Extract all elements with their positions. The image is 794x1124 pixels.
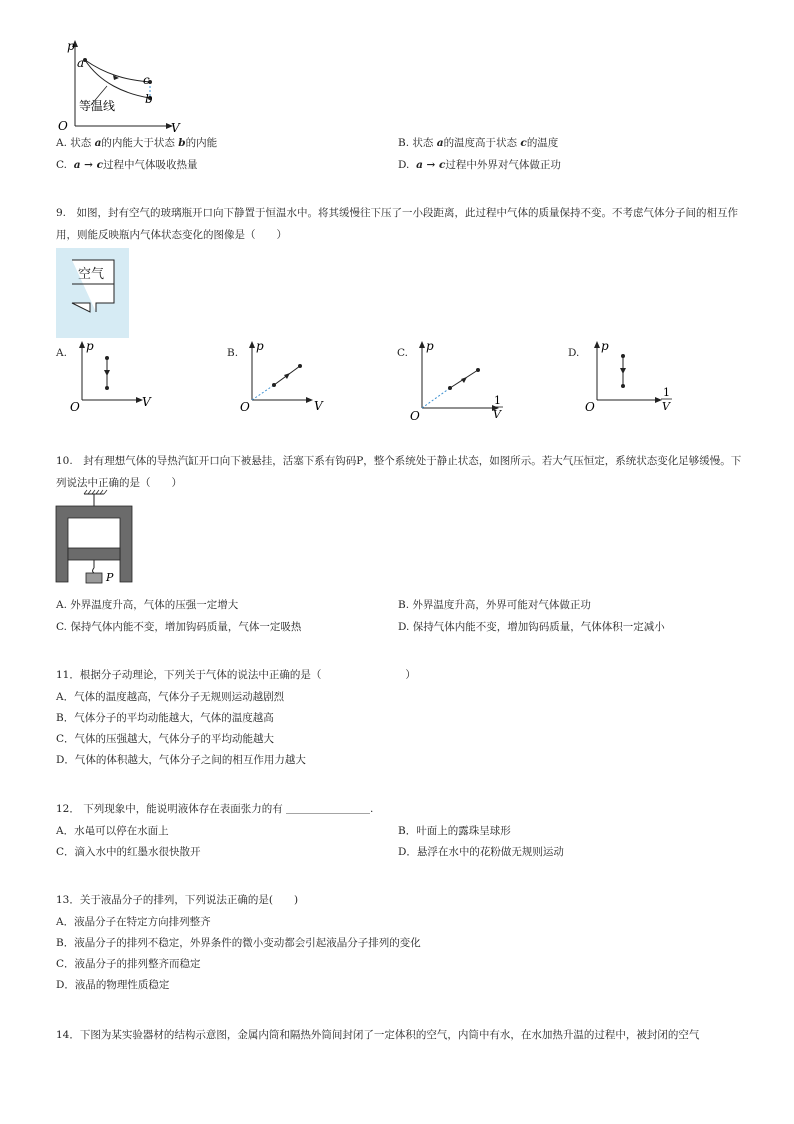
q8-axis-p: p — [67, 39, 75, 53]
q13-stem: 13．关于液晶分子的排列，下列说法正确的是( ) — [56, 894, 299, 906]
q8-isotherm-label: 等温线 — [79, 99, 116, 113]
q8-point-b: b — [145, 92, 153, 106]
q9-option-b-letter: B. — [227, 347, 239, 359]
q9-option-a-letter: A. — [56, 347, 67, 359]
q9-d-axis-num: 1 — [663, 386, 670, 399]
q8-option-a: A. 状态 a的内能大于状态 b的内能 — [56, 137, 218, 149]
q11-option-b: B．气体分子的平均动能越大，气体的温度越高 — [56, 712, 274, 724]
q12-stem: 12． 下列现象中，能说明液体存在表面张力的有 ＿＿＿＿＿＿＿＿. — [56, 803, 374, 815]
q9-graph-c — [410, 338, 510, 423]
q9-graph-d — [585, 338, 685, 418]
q10-weight-label: P — [106, 571, 114, 584]
q8-point-a: a — [77, 56, 85, 70]
q9-a-axis-p: p — [86, 339, 94, 353]
q13-option-b: B．液晶分子的排列不稳定，外界条件的微小变动都会引起液晶分子排列的变化 — [56, 937, 421, 949]
q8-origin: O — [58, 119, 68, 133]
q9-d-origin: O — [585, 400, 595, 414]
q9-b-axis-p: p — [256, 339, 264, 353]
q9-graph-a — [70, 338, 160, 416]
q10-option-a: A. 外界温度升高，气体的压强一定增大 — [56, 599, 239, 611]
q9-c-axis-num: 1 — [494, 394, 501, 407]
q11-option-a: A．气体的温度越高，气体分子无规则运动越剧烈 — [56, 691, 285, 703]
q8-axis-v: V — [171, 121, 180, 135]
q9-d-axis-den: V — [662, 400, 670, 413]
q11-option-d: D．气体的体积越大，气体分子之间的相互作用力越大 — [56, 754, 306, 766]
q12-option-d: D．悬浮在水中的花粉做无规则运动 — [398, 846, 564, 858]
q9-b-axis-v: V — [314, 399, 323, 413]
q10-stem: 10. 封有理想气体的导热汽缸开口向下被悬挂，活塞下系有钩码P，整个系统处于静止状态，如图所示。若大气压恒定，系统状态变化足够缓慢。下列说法中正确的是（ ） — [56, 455, 742, 489]
q11-option-c: C．气体的压强越大，气体分子的平均动能越大 — [56, 733, 275, 745]
q9-d-axis-p: p — [601, 339, 609, 353]
q9-stem: 9. 如图，封有空气的玻璃瓶开口向下静置于恒温水中。将其缓慢往下压了一小段距离，此过程中气体的质量保持不变。不考虑气体分子间的相互作用，则能反映瓶内气体状态变化的图像是（ ） — [56, 207, 739, 241]
q10-option-d: D. 保持气体内能不变，增加钩码质量，气体体积一定减小 — [398, 621, 665, 633]
q8-option-d: D. a → c过程中外界对气体做正功 — [398, 159, 561, 171]
q9-option-d-letter: D. — [568, 347, 580, 359]
q8-option-c: C. a → c过程中气体吸收热量 — [56, 159, 198, 171]
q9-option-c-letter: C. — [397, 347, 408, 359]
q13-option-c: C．液晶分子的排列整齐而稳定 — [56, 958, 201, 970]
q13-option-a: A．液晶分子在特定方向排列整齐 — [56, 916, 211, 928]
q9-c-origin: O — [410, 409, 420, 423]
q9-b-origin: O — [240, 400, 250, 414]
q9-c-axis-p: p — [426, 339, 434, 353]
q9-bottle-figure — [56, 248, 129, 338]
q12-option-b: B．叶面上的露珠呈球形 — [398, 825, 511, 837]
q8-option-b: B. 状态 a的温度高于状态 c的温度 — [398, 137, 559, 149]
q9-a-origin: O — [70, 400, 80, 414]
q9-graph-b — [240, 338, 330, 416]
q8-point-c: c — [143, 73, 150, 87]
q12-option-c: C．滴入水中的红墨水很快散开 — [56, 846, 201, 858]
q9-c-axis-den: V — [493, 408, 501, 421]
q11-stem: 11．根据分子动理论，下列关于气体的说法中正确的是（ ） — [56, 669, 416, 681]
q8-pv-diagram — [55, 38, 185, 133]
q10-cylinder-figure — [56, 490, 141, 590]
q9-air-label: 空气 — [78, 267, 105, 282]
q13-option-d: D．液晶的物理性质稳定 — [56, 979, 170, 991]
q12-option-a: A．水黾可以停在水面上 — [56, 825, 169, 837]
q14-stem: 14．下图为某实验器材的结构示意图，金属内筒和隔热外筒间封闭了一定体积的空气，内筒中有水，在水加热升温的过程中，被封闭的空气 — [56, 1029, 700, 1041]
q9-a-axis-v: V — [142, 395, 151, 409]
q10-option-c: C. 保持气体内能不变，增加钩码质量，气体一定吸热 — [56, 621, 302, 633]
q10-option-b: B. 外界温度升高，外界可能对气体做正功 — [398, 599, 591, 611]
